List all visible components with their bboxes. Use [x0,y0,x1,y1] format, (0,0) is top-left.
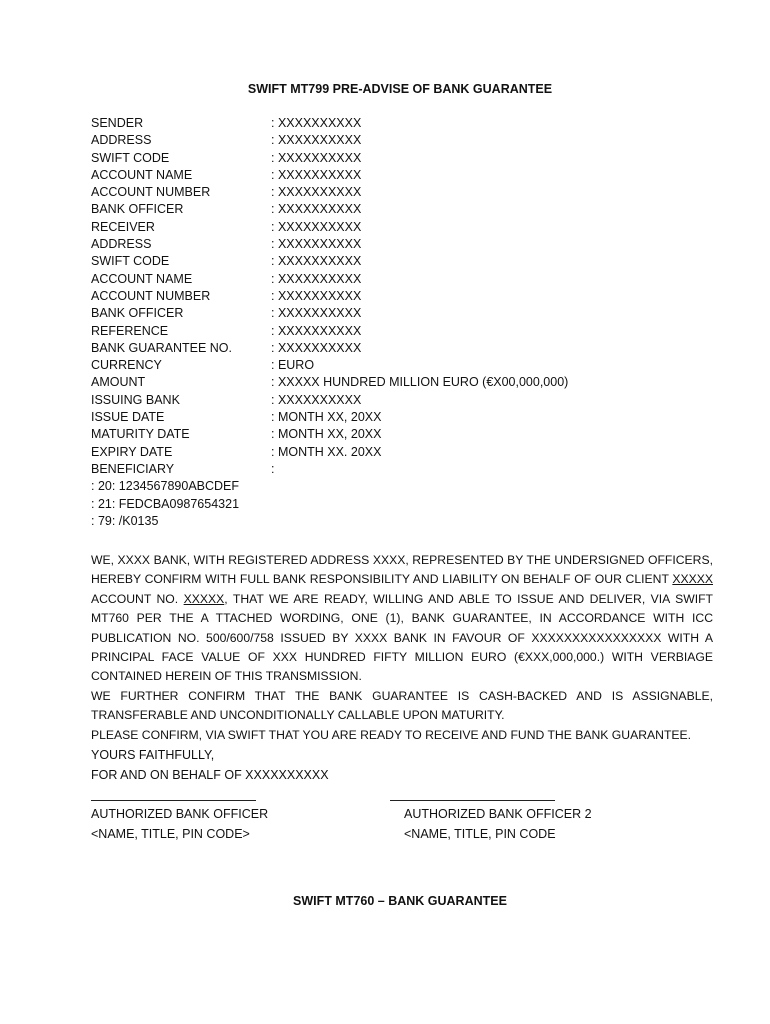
field-label: ACCOUNT NUMBER [91,185,211,200]
field-value: : XXXXXXXXXX [271,323,362,338]
field-list [91,115,711,530]
field-row [91,374,711,391]
field-label: ISSUING BANK [91,392,180,407]
field-row [91,201,711,218]
field-row [91,288,711,305]
field-value: : XXXXXXXXXX [271,237,362,252]
field-label: EXPIRY DATE [91,444,173,459]
field-value: : MONTH XX, 20XX [271,427,382,442]
field-label: REFERENCE [91,323,169,338]
field-label: BANK GUARANTEE NO. [91,340,232,355]
field-value: : XXXXXXXXXX [271,306,362,321]
field-label: ACCOUNT NUMBER [91,288,211,303]
field-label: ACCOUNT NAME [91,167,193,182]
field-row [91,115,711,132]
field-value: : MONTH XX, 20XX [271,410,382,425]
client-name: XXXXX [672,572,713,587]
field-row [91,392,711,409]
signature-details: <NAME, TITLE, PIN CODE> [91,827,250,841]
signature-title: AUTHORIZED BANK OFFICER 2 [404,807,592,821]
closing-behalf: FOR AND ON BEHALF OF XXXXXXXXXX [91,767,329,782]
swift-field-line: : 79: /K0135 [91,513,159,528]
field-row [91,236,711,253]
field-row [91,132,711,149]
field-row [91,444,711,461]
field-label: RECEIVER [91,219,155,234]
account-number: XXXXX [183,591,225,606]
field-value: : XXXXXXXXXX [271,340,362,355]
field-label: BENEFICIARY [91,461,175,476]
field-value: : XXXXXXXXXX [271,133,362,148]
field-row [91,305,711,322]
field-value: : XXXXXXXXXX [271,392,362,407]
swift-field-line: : 20: 1234567890ABCDEF [91,479,240,494]
signature-block-left [91,804,268,844]
field-label: SWIFT CODE [91,150,170,165]
field-value: : XXXXXXXXXX [271,202,362,217]
field-row [91,426,711,443]
closing-salutation: YOURS FAITHFULLY, [91,748,215,762]
signature-details: <NAME, TITLE, PIN CODE [404,827,556,841]
field-row [91,253,711,270]
signature-line-left [91,800,256,801]
field-label: ADDRESS [91,237,152,252]
field-row [91,461,711,478]
field-value: : MONTH XX. 20XX [271,444,382,459]
field-row [91,271,711,288]
please-confirm-paragraph: PLEASE CONFIRM, VIA SWIFT THAT YOU ARE READY TO RECEIVE AND FUND THE BANK GUARANTEE. [91,727,692,742]
section-title: SWIFT MT760 – BANK GUARANTEE [293,894,507,908]
field-value: : XXXXXXXXXX [271,167,362,182]
field-value: : EURO [271,358,315,373]
signature-title: AUTHORIZED BANK OFFICER [91,807,269,821]
field-label: ISSUE DATE [91,410,165,425]
field-label: BANK OFFICER [91,306,184,321]
field-value: : [271,461,275,476]
field-value: : XXXXXXXXXX [271,254,362,269]
further-confirm-paragraph: WE FURTHER CONFIRM THAT THE BANK GUARANTEE IS CASH-BACKED AND IS ASSIGNABLE, TRANSFERABLE AND UNCONDITIONALLY CALLABLE UPON MATURITY. [91,688,713,723]
field-row [91,409,711,426]
field-row [91,323,711,340]
field-value: : XXXXXXXXXX [271,150,362,165]
field-label: AMOUNT [91,375,146,390]
field-label: CURRENCY [91,358,162,373]
document-title: SWIFT MT799 PRE-ADVISE OF BANK GUARANTEE [247,82,553,96]
field-label: MATURITY DATE [91,427,190,442]
field-label: SWIFT CODE [91,254,170,269]
field-value: : XXXXXXXXXX [271,271,362,286]
body-text [91,551,713,745]
swift-field-line: : 21: FEDCBA0987654321 [91,496,240,511]
closing [91,746,329,785]
field-label: SENDER [91,116,144,130]
field-value: : XXXXXXXXXX [271,219,362,234]
field-value: : XXXXXXXXXX [271,185,362,200]
field-value: : XXXXXXXXXX [271,288,362,303]
paragraph-text: WE, XXXX BANK, WITH REGISTERED ADDRESS XXXX, REPRESENTED BY THE UNDERSIGNED OFFICERS, HEREBY CONFIRM WITH FULL BANK RESPONSIBILITY AND LIABILITY ON BEHALF OF OUR CLIENT [91,553,713,587]
field-row [91,167,711,184]
field-value: : XXXXXXXXXX [271,116,362,130]
field-row [91,357,711,374]
confirmation-paragraph [91,551,713,687]
signature-line-right [390,800,555,801]
field-row [91,340,711,357]
field-label: ADDRESS [91,133,152,148]
field-row [91,184,711,201]
field-value: : XXXXX HUNDRED MILLION EURO (€X00,000,000) [271,375,569,390]
field-label: BANK OFFICER [91,202,184,217]
signature-block-right [404,804,592,844]
paragraph-text: , THAT WE ARE READY, WILLING AND ABLE TO ISSUE AND DELIVER, VIA SWIFT MT760 PER THE A TTACHED WORDING, ONE (1), BANK GUARANTEE, IN ACCORDANCE WITH ICC PUBLICATION NO. 500/600/758 ISSUED BY XXXX BANK IN FAVOUR OF XXXXXXXXXXXXXXXX WITH A PRINCIPAL FACE VALUE OF XXX HUNDRED FIFTY MILLION EURO (€XXX,000,000.) WITH VERBIAGE CONTAINED HEREIN OF THIS TRANSMISSION. [91,591,713,684]
field-row [91,150,711,167]
paragraph-text: ACCOUNT NO. [91,591,184,606]
field-label: ACCOUNT NAME [91,271,193,286]
field-row [91,219,711,236]
